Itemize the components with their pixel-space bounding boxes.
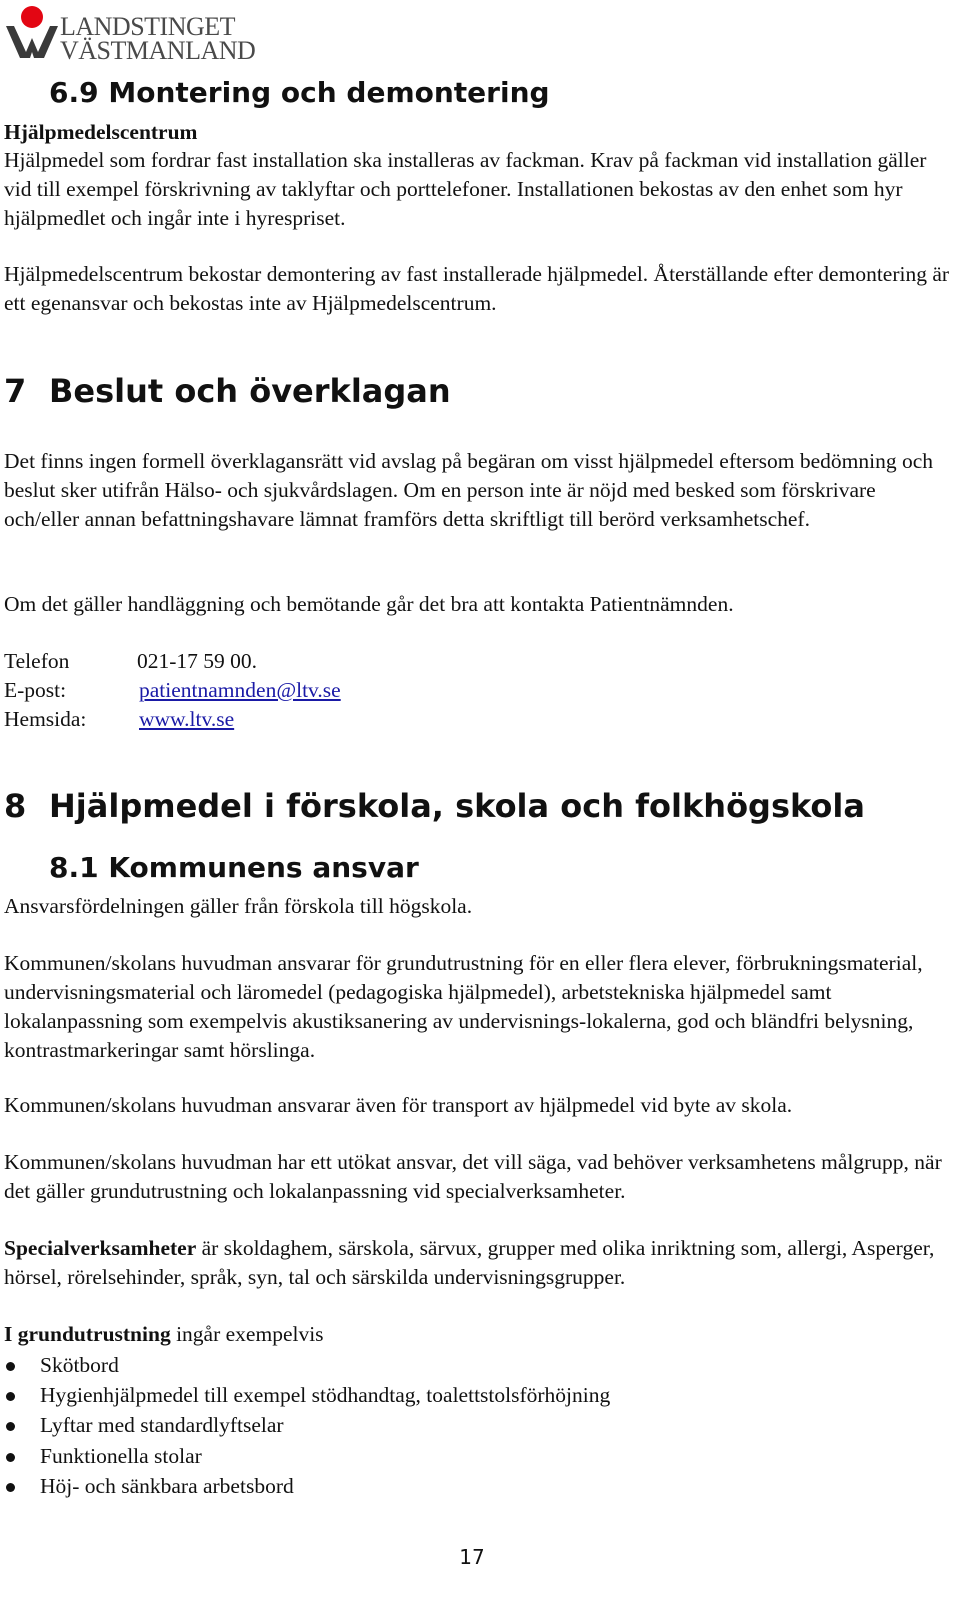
bullet-icon xyxy=(6,1362,15,1371)
organization-logo xyxy=(4,4,256,65)
phone-value: 021-17 59 00. xyxy=(137,649,258,673)
bullet-icon xyxy=(6,1483,15,1492)
section-6-9-paragraph-1: Hjälpmedel som fordrar fast installation ska installeras av fackman. Krav på fackman vid installation gäller vid till exempel förskrivning av taklyftar och porttelefoner. Installationen bekostas av den enhet som hyr hjälpmedlet och ingår inte i hyrespriset. xyxy=(4,148,927,230)
contact-phone-row xyxy=(4,647,341,676)
section-8-1-paragraph-4: Kommunen/skolans huvudman har ett utökat ansvar, det vill säga, vad behöver verksamhetens målgrupp, när det gäller grundutrustning och lokalanpassning vid specialverksamheter. xyxy=(4,1150,942,1203)
section-8-1-paragraph-1: Ansvarsfördelningen gäller från förskola till högskola. xyxy=(4,894,473,918)
section-8-1-paragraph-2: Kommunen/skolans huvudman ansvarar för grundutrustning för en eller flera elever, förbrukningsmaterial, undervisningsmaterial och läromedel (pedagogiska hjälpmedel), arbetstekniska hjälpmedel samt lokalanpassning som exempelvis akustiksanering av undervisnings-lokalerna, god och bländfri belysning, kontrastmarkeringar samt hörslinga. xyxy=(4,951,923,1062)
section-8-1-paragraph-6 xyxy=(4,1320,954,1349)
section-7-title: Beslut och överklagan xyxy=(49,372,451,410)
section-6-9-paragraph-2: Hjälpmedelscentrum bekostar demontering av fast installerade hjälpmedel. Återställande efter demontering är ett egenansvar och bekostas inte av Hjälpmedelscentrum. xyxy=(4,262,950,315)
section-8-heading xyxy=(4,786,865,826)
specialverksamheter-term: Specialverksamheter xyxy=(4,1236,197,1260)
section-6-9-subheading: Hjälpmedelscentrum xyxy=(4,120,198,144)
section-8-number: 8 xyxy=(4,787,27,825)
website-link[interactable]: www.ltv.se xyxy=(139,707,235,731)
contact-details xyxy=(4,647,341,734)
section-7-heading xyxy=(4,371,451,411)
contact-email-row xyxy=(4,676,341,705)
section-7-paragraph-2: Om det gäller handläggning och bemötande går det bra att kontakta Patientnämnden. xyxy=(4,592,734,616)
bullet-icon xyxy=(6,1453,15,1462)
section-8-1-paragraph-3: Kommunen/skolans huvudman ansvarar även för transport av hjälpmedel vid byte av skola. xyxy=(4,1093,793,1117)
logo-wordmark-line1: LANDSTINGET xyxy=(60,12,236,41)
grundutrustning-intro: ingår exempelvis xyxy=(170,1322,324,1346)
grundutrustning-list xyxy=(4,1350,610,1501)
bullet-icon xyxy=(6,1422,15,1431)
specialverksamheter-definition: är skoldaghem, särskola, särvux, grupper med olika inriktning som, allergi, Asperger, hörsel, rörelsehinder, språk, syn, tal och särskilda undervisningsgrupper. xyxy=(4,1236,935,1289)
list-item: Skötbord xyxy=(4,1350,610,1380)
email-link[interactable]: patientnamnden@ltv.se xyxy=(139,678,341,702)
grundutrustning-term: I grundutrustning xyxy=(4,1322,171,1346)
section-8-1-paragraph-5 xyxy=(4,1234,954,1292)
list-item: Höj- och sänkbara arbetsbord xyxy=(4,1471,610,1501)
logo-wordmark-line2: VÄSTMANLAND xyxy=(60,36,256,65)
list-item: Funktionella stolar xyxy=(4,1441,610,1471)
section-7-number: 7 xyxy=(4,372,27,410)
section-8-title: Hjälpmedel i förskola, skola och folkhögskola xyxy=(49,787,865,825)
bullet-icon xyxy=(6,1392,15,1401)
section-7-paragraph-1: Det finns ingen formell överklagansrätt vid avslag på begäran om visst hjälpmedel eftersom bedömning och beslut sker utifrån Hälso- och sjukvårdslagen. Om en person inte är nöjd med besked som förskrivare och/eller annan befattningshavare lämnat framförs detta skriftligt till berörd verksamhetschef. xyxy=(4,449,934,531)
list-item: Lyftar med standardlyftselar xyxy=(4,1410,610,1440)
email-label: E-post: xyxy=(4,678,67,702)
phone-label: Telefon xyxy=(4,649,70,673)
list-item: Hygienhjälpmedel till exempel stödhandtag, toalettstolsförhöjning xyxy=(4,1380,610,1410)
page-number: 17 xyxy=(459,1545,485,1569)
logo-emblem-icon xyxy=(4,4,60,60)
section-6-9-heading: 6.9 Montering och demontering xyxy=(49,76,550,109)
section-8-1-heading: 8.1 Kommunens ansvar xyxy=(49,851,419,884)
web-label: Hemsida: xyxy=(4,707,87,731)
contact-web-row xyxy=(4,705,341,734)
